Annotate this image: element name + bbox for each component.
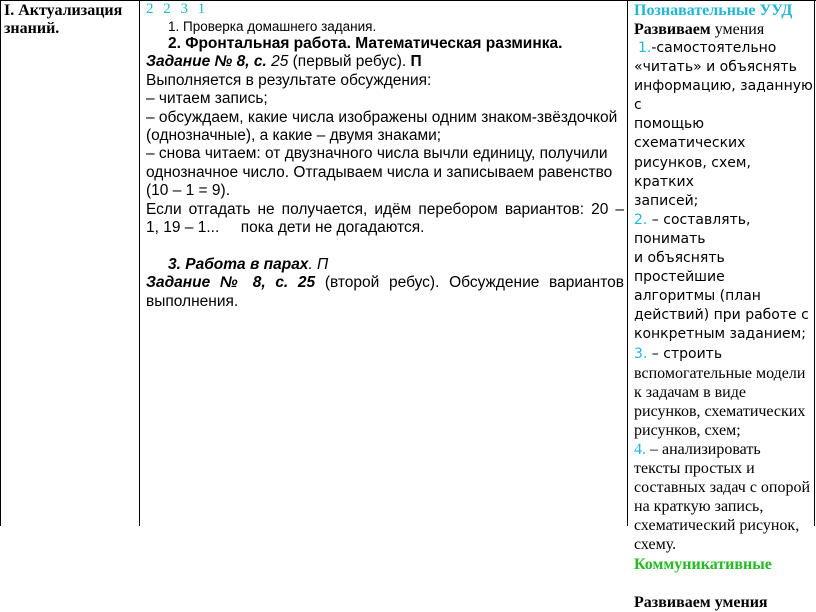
skill-3-line xyxy=(634,345,814,364)
develop-skills-bottom: Развиваем умения xyxy=(634,593,768,611)
stage-title-line1: I. Актуализация xyxy=(4,2,123,19)
skill-2-number: 2. xyxy=(634,211,648,228)
cognitive-uud-title: Познавательные УУД xyxy=(634,2,793,19)
skill-4-line: схему. xyxy=(634,536,677,554)
outcomes-cell xyxy=(634,0,814,612)
stage-cell xyxy=(4,0,134,38)
skill-3-line: рисунков, схематических xyxy=(634,402,806,420)
skill-1-line: рисунков, схем, кратких xyxy=(634,154,751,190)
stage-title-line2: знаний. xyxy=(4,20,60,37)
skill-1-number: 1. xyxy=(638,40,652,56)
discussion-line: 1, 19 – 1... пока дети не догадаются. xyxy=(146,219,425,237)
discussion-line: однозначное число. Отгадываем числа и записываем равенство xyxy=(146,163,613,181)
activities-cell xyxy=(146,0,624,311)
skill-3-line: вспомогательные модели xyxy=(634,364,806,382)
item-pair-work-mark: . П xyxy=(308,255,329,273)
skill-4-line: составных задач с опорой xyxy=(634,479,811,497)
skill-2-line: и объяснять простейшие xyxy=(634,250,725,286)
stage-title xyxy=(4,2,134,38)
develop-skills-intro xyxy=(634,20,814,39)
skill-4-line xyxy=(634,440,814,459)
task2-line1: (второй ребус). Обсуждение вариантов xyxy=(315,274,624,292)
task2-label: Задание № 8, с. 25 xyxy=(146,274,316,292)
marker-numbers: 2 2 3 1 xyxy=(146,1,206,17)
discussion-line: Если отгадать не получается, идём перебором вариантов: 20 – xyxy=(146,200,624,218)
task1-heading xyxy=(146,53,624,71)
skill-4-number: 4. xyxy=(634,440,646,458)
skill-1-line xyxy=(634,39,814,58)
skill-1-line: информацию, заданную с xyxy=(634,78,813,114)
task1-mark: П xyxy=(410,53,422,71)
develop-rest: умения xyxy=(710,21,765,38)
discussion-line: (10 – 1 = 9). xyxy=(146,182,231,200)
column-divider-1 xyxy=(139,0,140,526)
skill-2-line: конкретным заданием; xyxy=(634,326,806,343)
develop-bold: Развиваем xyxy=(634,21,711,38)
discussion-line: – обсуждаем, какие числа изображены одним знаком-звёздочкой xyxy=(146,108,618,126)
skill-4-text: – анализировать xyxy=(646,440,761,458)
item-homework-check: 1. Проверка домашнего задания. xyxy=(168,19,377,34)
skill-2-line: алгоритмы (план xyxy=(634,288,761,305)
task1-rest: (первый ребус). xyxy=(288,53,411,71)
skill-4-line: на краткую запись, xyxy=(634,498,764,516)
skill-3-line: к задачам в виде xyxy=(634,383,746,401)
skill-4-line: схематический рисунок, xyxy=(634,517,800,535)
skill-3-number: 3. xyxy=(634,345,648,362)
item-pair-work xyxy=(146,256,624,274)
spacer xyxy=(634,574,814,593)
skill-2-text: – составлять, понимать xyxy=(634,211,751,247)
table-left-border xyxy=(0,0,1,526)
skill-1-text: -самостоятельно xyxy=(651,40,777,56)
discussion-line: – снова читаем: от двузначного числа вычли единицу, получили xyxy=(146,145,608,163)
item-pair-work-label: 3. Работа в парах xyxy=(168,255,309,273)
task1-page: 25 xyxy=(266,53,289,71)
skill-3-text: – строить xyxy=(647,345,723,362)
skill-1-line: помощью схематических xyxy=(634,116,746,152)
discussion-line: (однозначные), а какие – двумя знаками; xyxy=(146,127,442,145)
skill-1-line: записей; xyxy=(634,192,699,209)
task2-heading xyxy=(146,274,624,292)
skill-4-line: тексты простых и xyxy=(634,460,755,478)
discussion-line: – читаем запись; xyxy=(146,90,268,108)
task2-line2: выполнения. xyxy=(146,292,239,310)
skill-2-line: действий) при работе с xyxy=(634,307,809,324)
discussion-line: Выполняется в результате обсуждения: xyxy=(146,71,432,89)
table-right-border xyxy=(814,0,815,526)
skill-1-line: «читать» и объяснять xyxy=(634,59,797,76)
skill-2-line xyxy=(634,211,814,249)
spacer xyxy=(146,237,624,255)
skill-3-line: рисунков, схем; xyxy=(634,421,741,439)
task1-label: Задание № 8, с. xyxy=(146,53,267,71)
communicative-title: Коммуникативные xyxy=(634,555,772,573)
column-divider-2 xyxy=(627,0,628,526)
item-frontal-work: 2. Фронтальная работа. Математическая разминка. xyxy=(168,35,563,52)
